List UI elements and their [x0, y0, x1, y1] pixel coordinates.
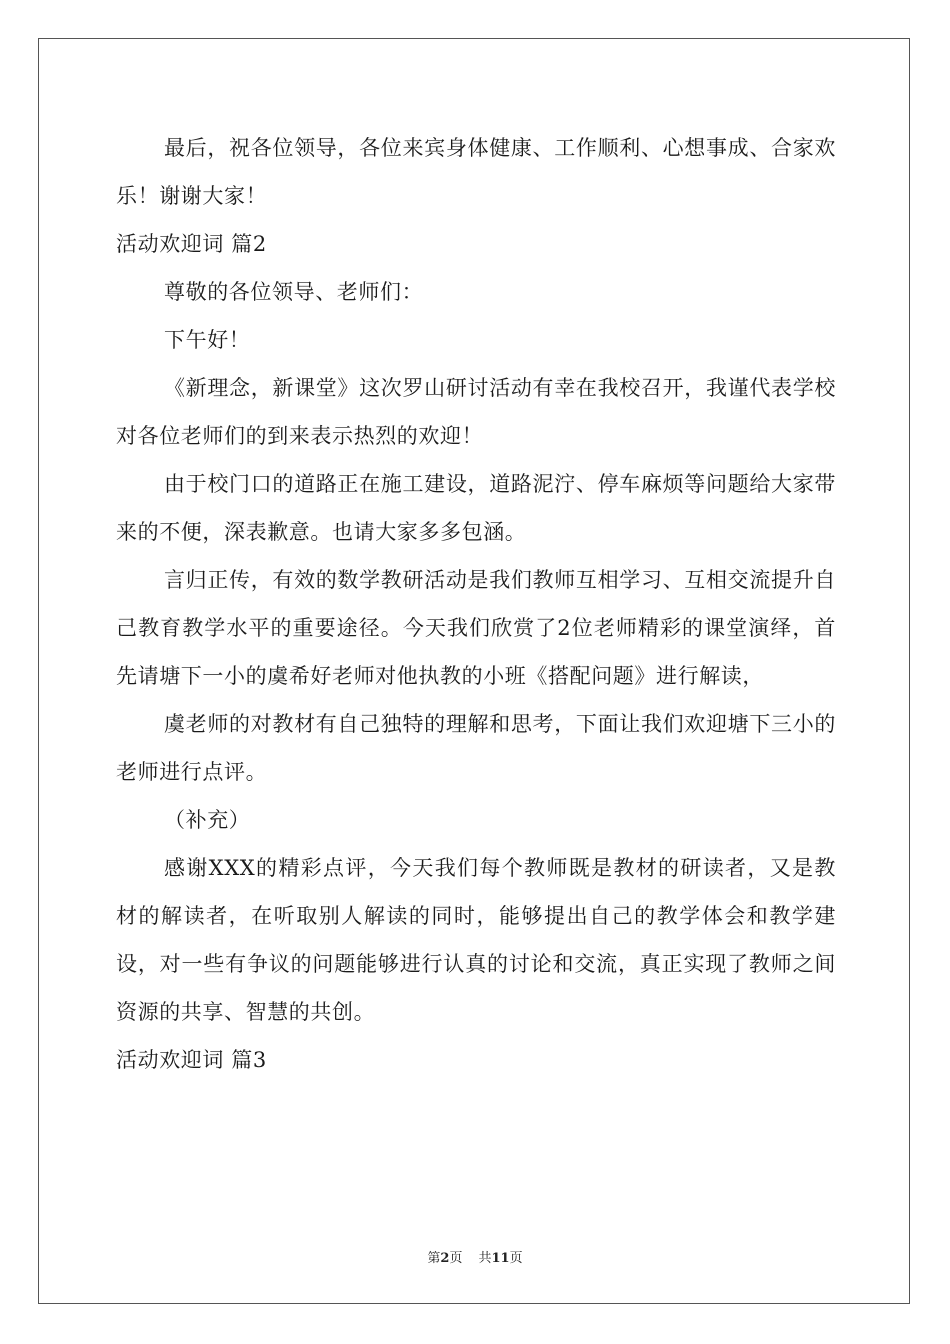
footer-total-suffix: 页 — [509, 1251, 523, 1266]
paragraph-closing-wishes: 最后，祝各位领导，各位来宾身体健康、工作顺利、心想事成、合家欢乐！谢谢大家！ — [116, 136, 836, 208]
paragraph-supplement: （补充） — [164, 808, 251, 832]
paragraph-review-intro: 虞老师的对教材有自己独特的理解和思考，下面让我们欢迎塘下三小的老师进行点评。 — [116, 712, 836, 784]
page-footer — [0, 1247, 950, 1266]
paragraph-thanks: 感谢XXX的精彩点评，今天我们每个教师既是教材的研读者，又是教材的解读者，在听取别人解读的同时，能够提出自己的教学体会和教学建设，对一些有争议的问题能够进行认真的讨论和交流，真正实现了教师之间资源的共享、智慧的共创。 — [116, 856, 836, 1024]
footer-page-suffix: 页 — [449, 1251, 463, 1266]
document-body — [116, 124, 836, 1084]
paragraph-main-topic: 言归正传，有效的数学教研活动是我们教师互相学习、互相交流提升自己教育教学水平的重要途径。今天我们欣赏了2位老师精彩的课堂演绎，首先请塘下一小的虞希好老师对他执教的小班《搭配问题》进行解读， — [116, 568, 836, 688]
paragraph-welcome: 《新理念，新课堂》这次罗山研讨活动有幸在我校召开，我谨代表学校对各位老师们的到来表示热烈的欢迎！ — [116, 376, 836, 448]
paragraph-greeting: 下午好！ — [164, 328, 251, 352]
footer-page-current: 2 — [440, 1251, 450, 1266]
footer-page-total: 11 — [491, 1251, 510, 1266]
footer-total-prefix: 共 — [478, 1251, 492, 1266]
section-heading-3: 活动欢迎词 篇3 — [116, 1048, 267, 1072]
paragraph-salutation: 尊敬的各位领导、老师们： — [164, 280, 424, 304]
footer-page-prefix: 第 — [427, 1251, 441, 1266]
paragraph-apology: 由于校门口的道路正在施工建设，道路泥泞、停车麻烦等问题给大家带来的不便，深表歉意。也请大家多多包涵。 — [116, 472, 836, 544]
section-heading-2: 活动欢迎词 篇2 — [116, 232, 267, 256]
